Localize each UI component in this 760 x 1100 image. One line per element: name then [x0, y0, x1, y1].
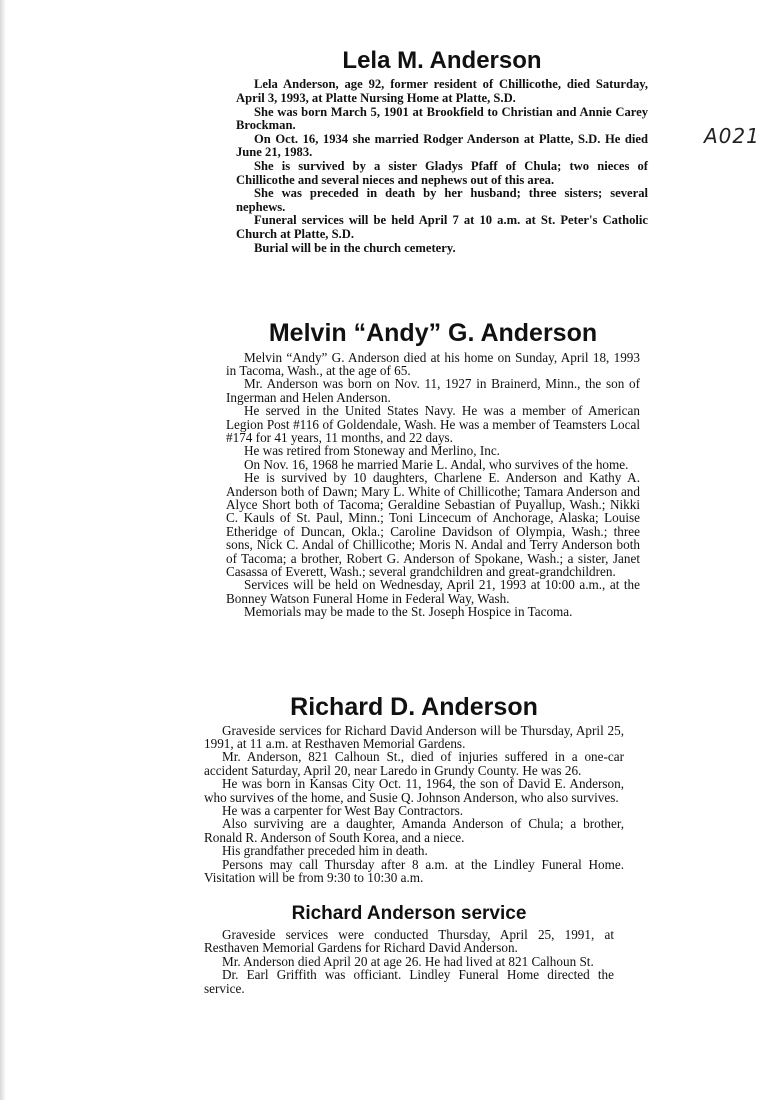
obituary-paragraph: On Nov. 16, 1968 he married Marie L. Andal, who survives of the home.: [244, 456, 629, 472]
obituary-paragraph: She was born March 5, 1901 at Brookfield to Christian and Annie Carey Brockman.: [236, 104, 648, 133]
obituary-paragraph: Burial will be in the church cemetery.: [254, 240, 456, 255]
obituary-paragraph: Lela Anderson, age 92, former resident of Chillicothe, died Saturday, April 3, 1993, at Platte Nursing Home at Platte, S.D.: [236, 77, 648, 105]
obituary-title: Richard D. Anderson: [290, 693, 538, 721]
obituary-body: [204, 724, 624, 885]
obituary-paragraph: Services will be held on Wednesday, April 21, 1993 at 10:00 a.m., at the Bonney Watson Funeral Home in Federal Way, Wash.: [226, 577, 640, 606]
obituary-title: Melvin “Andy” G. Anderson: [268, 319, 598, 347]
obituary-paragraph: On Oct. 16, 1934 she married Rodger Anderson at Platte, S.D. He died June 21, 1983.: [236, 131, 648, 160]
obituary-body: [236, 78, 648, 255]
obituary-paragraph: She was preceded in death by her husband; three sisters; several nephews.: [236, 186, 648, 214]
obituary-paragraph: Graveside services for Richard David Anderson will be Thursday, April 25, 1991, at 11 a.m. at Resthaven Memorial Gardens.: [204, 722, 624, 751]
handwritten-file-code: A021: [704, 124, 760, 148]
obituary-paragraph: He was retired from Stoneway and Merlino, Inc.: [244, 443, 500, 459]
obituary-paragraph: Mr. Anderson, 821 Calhoun St., died of injuries suffered in a one-car accident Saturday, April 20, near Laredo in Grundy County. He was 26.: [204, 749, 624, 778]
obituary-paragraph: Funeral services will be held April 7 at 10 a.m. at St. Peter's Catholic Church at Platte, S.D.: [236, 213, 648, 241]
obituary-paragraph: She is survived by a sister Gladys Pfaff of Chula; two nieces of Chillicothe and several nieces and nephews out of this area.: [236, 158, 648, 187]
obituary-paragraph: His grandfather preceded him in death.: [222, 843, 428, 859]
obituary-title: Lela M. Anderson: [342, 47, 542, 74]
obituary-lela-anderson: [236, 48, 648, 255]
obituary-paragraph: He was born in Kansas City Oct. 11, 1964, the son of David E. Anderson, who survives of the home, and Susie Q. Johnson Anderson, who also survives.: [204, 776, 624, 805]
obituary-paragraph: Persons may call Thursday after 8 a.m. at the Lindley Funeral Home. Visitation will be from 9:30 to 10:30 a.m.: [204, 856, 624, 885]
scan-edge: [0, 0, 6, 1100]
obituary-title: Richard Anderson service: [291, 903, 527, 924]
obituary-paragraph: Memorials may be made to the St. Joseph Hospice in Tacoma.: [244, 604, 573, 620]
obituary-paragraph: Mr. Anderson was born on Nov. 11, 1927 in Brainerd, Minn., the son of Ingerman and Helen Anderson.: [226, 376, 640, 405]
obituary-paragraph: Melvin “Andy” G. Anderson died at his home on Sunday, April 18, 1993 in Tacoma, Wash., at the age of 65.: [226, 349, 640, 378]
obituary-paragraph: Also surviving are a daughter, Amanda Anderson of Chula; a brother, Ronald R. Anderson of South Korea, and a niece.: [204, 816, 624, 845]
obituary-melvin-anderson: [226, 320, 640, 619]
obituary-paragraph: He served in the United States Navy. He was a member of American Legion Post #116 of Goldendale, Wash. He was a member of Teamsters Local #174 for 41 years, 11 months, and 22 days.: [226, 403, 640, 445]
obituary-paragraph: Dr. Earl Griffith was officiant. Lindley Funeral Home directed the service.: [204, 967, 614, 996]
obituary-body: [204, 928, 614, 995]
obituary-richard-anderson: [204, 694, 624, 884]
obituary-paragraph: He is survived by 10 daughters, Charlene E. Anderson and Kathy A. Anderson both of Dawn; Mary L. White of Chillicothe; Tamara Anderson and Alyce Short both of Tacoma; Geraldine Sebastian of Puyallup, Wash.; Nikki C. Kauls of St. Paul, Minn.; Toni Lincecum of Anchorage, Alaska; Louise Etheridge of Duncan, Okla.; Caroline Davidson of Olympia, Wash.; three sons, Nick C. Andal of Chillicothe; Moris N. Andal and Terry Anderson both of Tacoma; a brother, Robert G. Anderson of Spokane, Wash.; a sister, Janet Casassa of Everett, Wash.; several grandchildren and great-grandchildren.: [226, 470, 640, 579]
obituary-richard-anderson-service: [204, 904, 614, 995]
obituary-body: [226, 351, 640, 619]
obituary-paragraph: Graveside services were conducted Thursday, April 25, 1991, at Resthaven Memorial Gardens for Richard David Anderson.: [204, 926, 614, 956]
obituary-paragraph: He was a carpenter for West Bay Contractors.: [222, 802, 464, 818]
obituary-paragraph: Mr. Anderson died April 20 at age 26. He had lived at 821 Calhoun St.: [222, 953, 594, 969]
